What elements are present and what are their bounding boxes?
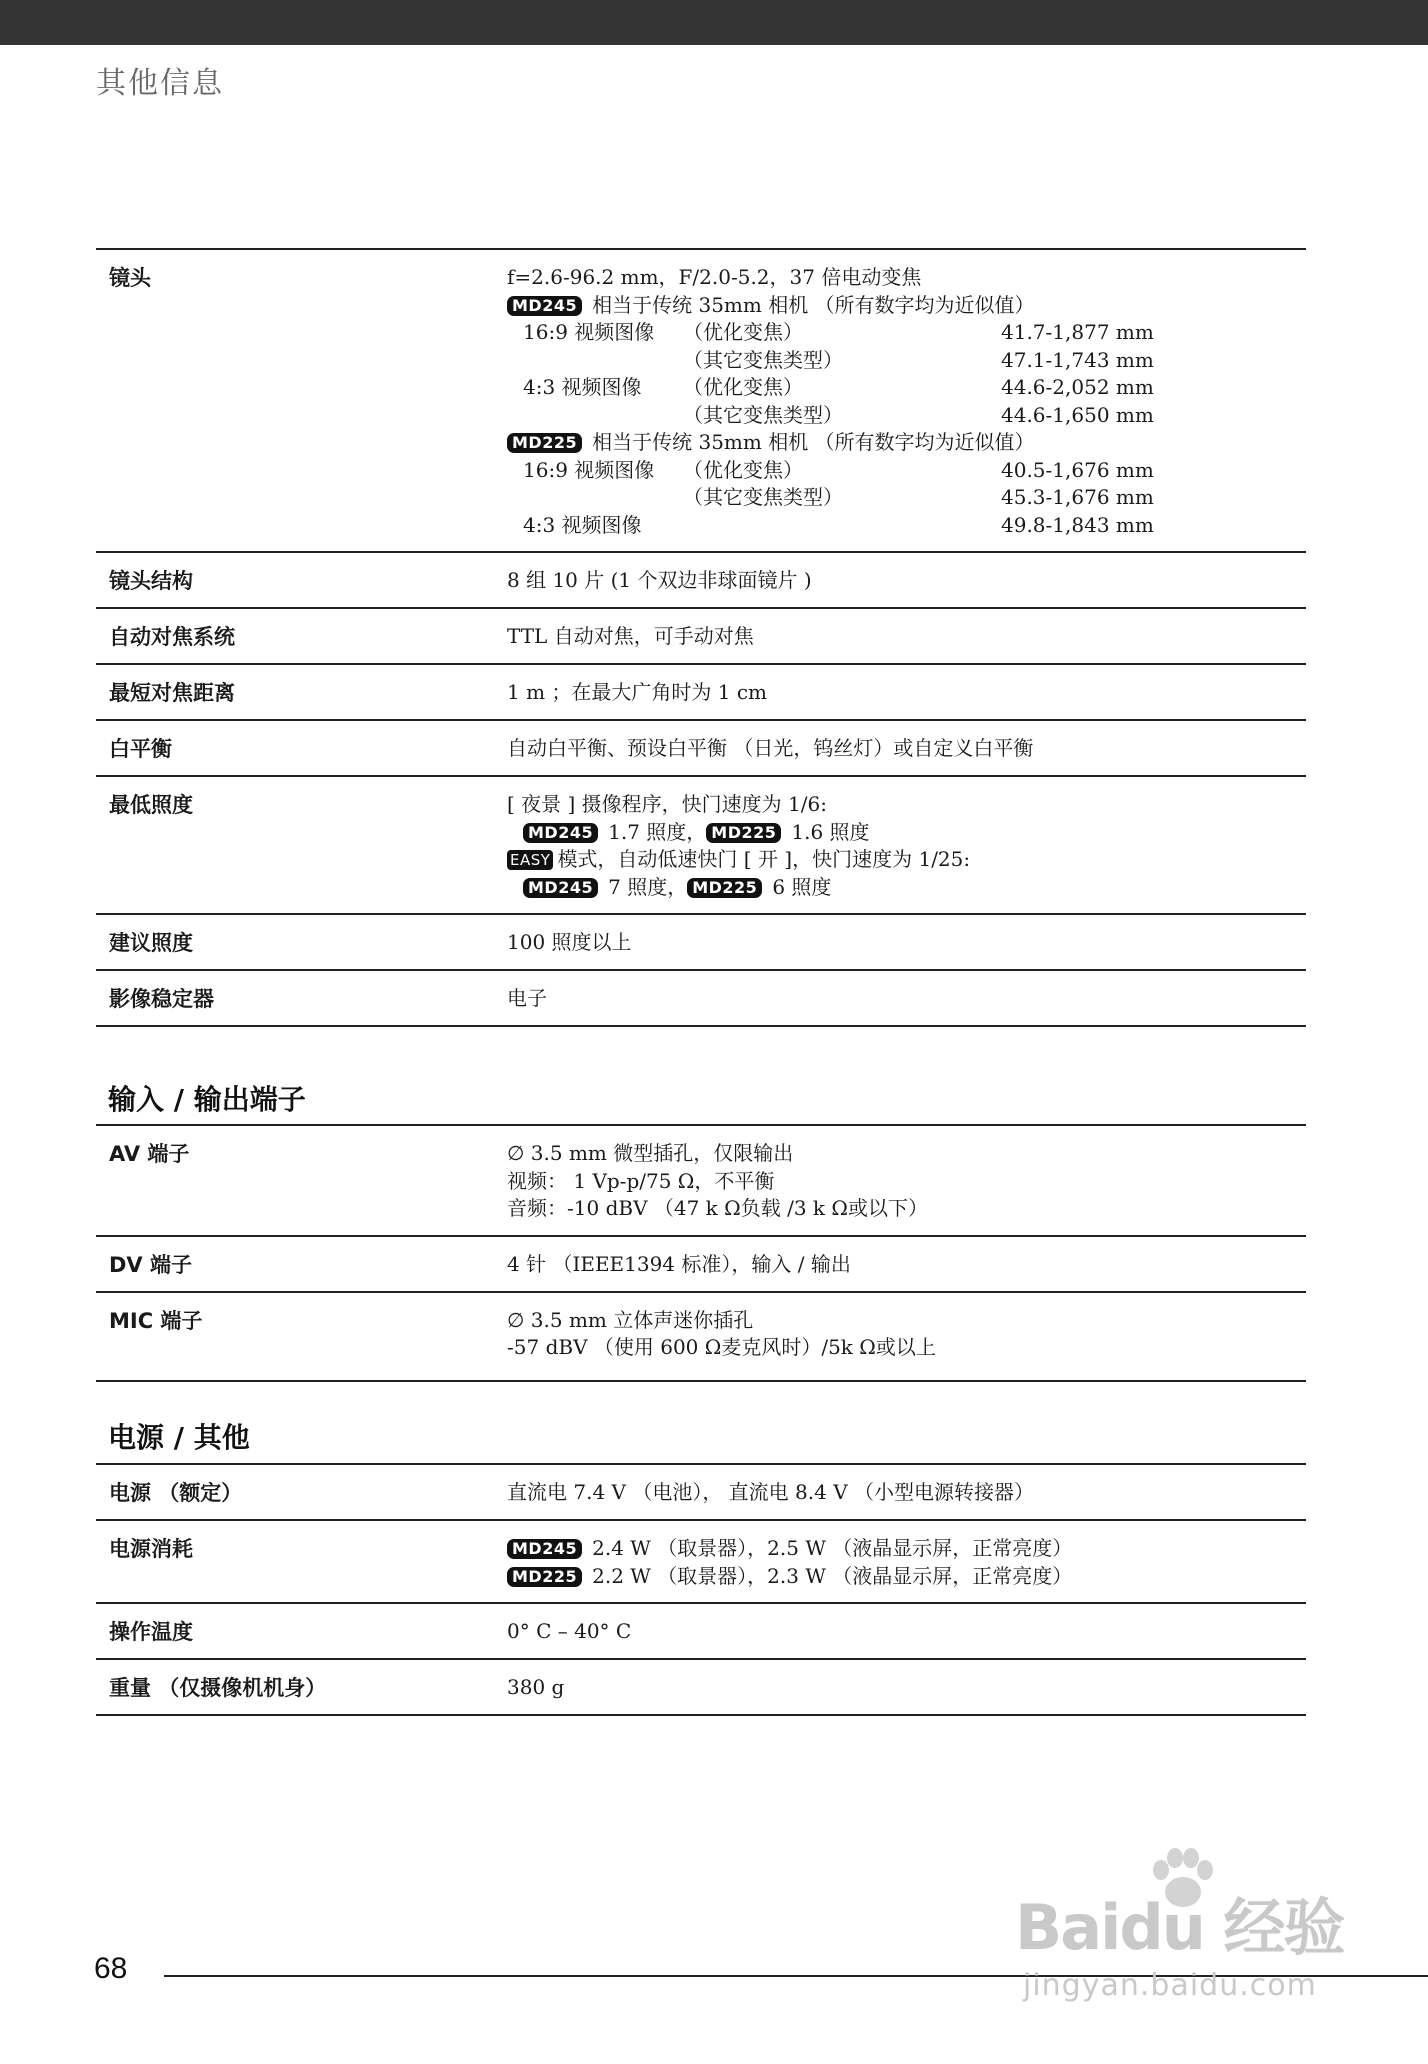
spec-value: [ 夜景 ] 摄像程序，快门速度为 1/6: MD245 1.7 照度， MD225 1.6 照度 EASY 模式，自动低速快门 [ 开 ]，快门速度为 1/25: MD245 7 照度， MD225 6 照度 [507,792,971,899]
spec-row-av-terminal [96,1126,1306,1237]
spec-row-power-supply [96,1465,1306,1521]
md225-badge: MD225 [507,433,582,453]
baidu-watermark [1015,1848,1345,2028]
spec-label: 最低照度 [109,793,193,817]
spec-row-recommended-illumination [96,915,1306,971]
focal-row: （其它变焦类型） 45.3-1,676 mm [683,485,1154,509]
power-spec-table [96,1463,1306,1716]
md245-badge: MD245 [523,823,598,843]
spec-label: 自动对焦系统 [109,625,235,649]
spec-row-min-illumination [96,777,1306,915]
spec-value: 1 m ；在最大广角时为 1 cm [507,680,768,704]
io-spec-table [96,1124,1306,1382]
lens-focal-range: f=2.6-96.2 mm，F/2.0-5.2，37 倍电动变焦 [507,265,922,289]
spec-row-stabilizer [96,971,1306,1027]
focal-row: （其它变焦类型） 47.1-1,743 mm [683,347,1154,372]
spec-value: 4 针 （IEEE1394 标准），输入 / 输出 [507,1251,851,1276]
spec-value: TTL 自动对焦，可手动对焦 [507,624,754,648]
spec-value: ∅ 3.5 mm 微型插孔，仅限输出 视频： 1 Vp-p/75 Ω，不平衡 音频：-10 dBV （47 k Ω负载 /3 k Ω或以下） [507,1141,928,1220]
spec-label: DV 端子 [109,1252,192,1277]
page-number: 68 [94,1952,128,1985]
spec-label: 影像稳定器 [109,987,214,1011]
watermark-main-text: Baidu 经验 [1015,1891,1344,1964]
spec-label: 镜头结构 [109,569,193,593]
spec-label: 最短对焦距离 [109,681,235,705]
spec-row-autofocus [96,609,1306,665]
spec-value: 自动白平衡、预设白平衡 （日光，钨丝灯）或自定义白平衡 [507,736,1034,760]
md245-badge: MD245 [507,296,582,316]
md225-equivalent-line: MD225 相当于传统 35mm 相机 （所有数字均为近似值） [507,429,1306,457]
spec-value: 电子 [507,986,547,1010]
focal-row: （其它变焦类型） 44.6-1,650 mm [683,402,1154,427]
spec-value: 直流电 7.4 V （电池）， 直流电 8.4 V （小型电源转接器） [507,1480,1035,1504]
md225-badge: MD225 [687,878,762,898]
spec-value: 0° C – 40° C [507,1619,632,1643]
spec-row-lens [96,250,1306,553]
md225-badge: MD225 [507,1567,582,1587]
section-title: 其他信息 [96,66,224,101]
spec-row-dv-terminal [96,1237,1306,1293]
focal-row: 4:3 视频图像 （优化变焦） 44.6-2,052 mm [523,375,1154,399]
md225-badge: MD225 [706,823,781,843]
spec-value: 100 照度以上 [507,930,632,954]
easy-mode-badge: EASY [507,850,553,870]
power-group-title: 电源 / 其他 [108,1421,250,1454]
spec-label: 白平衡 [109,737,172,761]
spec-label: 电源 （额定） [109,1481,243,1505]
spec-label: 电源消耗 [109,1537,193,1561]
watermark-url: jingyan.baidu.com [1023,1968,1317,2003]
spec-value: 8 组 10 片 (1 个双边非球面镜片 ) [507,568,812,592]
spec-label: 建议照度 [109,931,193,955]
focal-row: 16:9 视频图像 （优化变焦） 40.5-1,676 mm [523,457,1154,482]
spec-value: ∅ 3.5 mm 立体声迷你插孔 -57 dBV （使用 600 Ω麦克风时）/5k Ω或以上 [507,1307,936,1359]
md245-badge: MD245 [507,1539,582,1559]
top-bar [0,0,1428,45]
focal-row: 16:9 视频图像 （优化变焦） 41.7-1,877 mm [523,320,1154,344]
spec-value: 380 g [507,1675,565,1699]
md245-badge: MD245 [523,878,598,898]
optics-spec-table [96,248,1306,1027]
spec-row-min-focus [96,665,1306,721]
md245-equivalent-line: MD245 相当于传统 35mm 相机 （所有数字均为近似值） [507,292,1306,320]
spec-row-lens-construction [96,553,1306,609]
spec-row-operating-temp [96,1604,1306,1660]
spec-label: 镜头 [109,266,151,290]
spec-label: MIC 端子 [109,1308,203,1333]
spec-row-white-balance [96,721,1306,777]
spec-value [507,264,1306,539]
io-group-title: 输入 / 输出端子 [108,1083,306,1116]
spec-label: 重量 （仅摄像机机身） [109,1676,327,1700]
spec-row-weight [96,1660,1306,1716]
spec-label: AV 端子 [109,1142,190,1166]
spec-row-power-consumption [96,1521,1306,1604]
spec-row-mic-terminal [96,1293,1306,1382]
focal-row: 4:3 视频图像 49.8-1,843 mm [523,512,1154,537]
spec-value: MD245 2.4 W （取景器），2.5 W （液晶显示屏，正常亮度） MD225 2.2 W （取景器），2.3 W （液晶显示屏，正常亮度） [507,1535,1306,1590]
spec-label: 操作温度 [109,1620,193,1644]
